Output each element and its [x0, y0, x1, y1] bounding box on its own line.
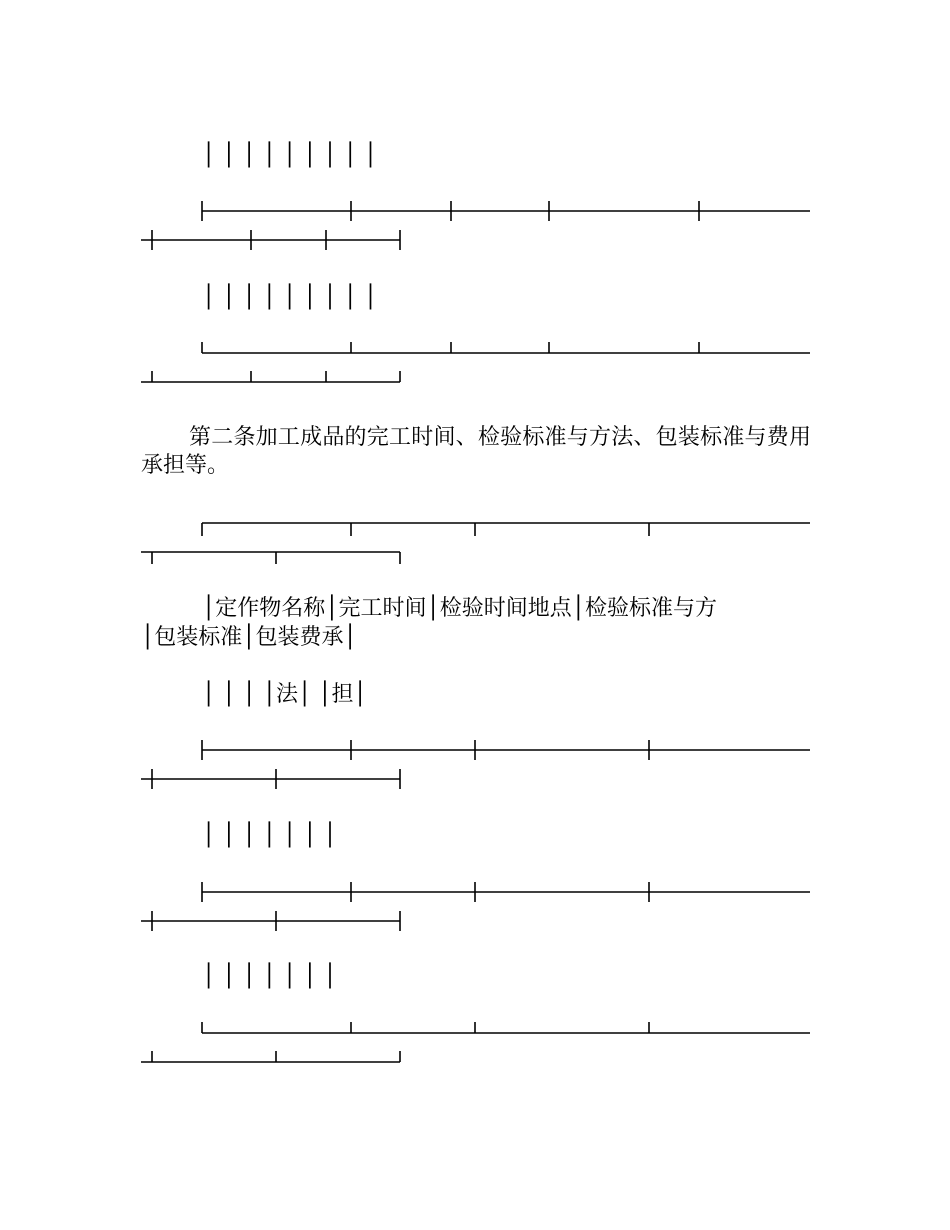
table2-header-line1: │定作物名称│完工时间│检验时间地点│检验标准与方	[202, 596, 717, 621]
table2-header-row2: │ │ │ │法│ │担│	[202, 682, 367, 707]
table1-row1-bars: │ │ │ │ │ │ │ │ │	[202, 143, 378, 168]
table1-row2-bars: │ │ │ │ │ │ │ │ │	[202, 285, 378, 310]
table2-rule-middle-1	[0, 738, 950, 798]
table1-rule-bottom	[0, 340, 950, 400]
table2-rule-bottom	[0, 1020, 950, 1080]
table2-header-line2: │包装标准│包装费承│	[141, 625, 357, 650]
table2-row1-bars: │ │ │ │ │ │ │	[202, 823, 337, 848]
table1-rule-middle-1	[0, 200, 950, 260]
table2-rule-middle-2	[0, 880, 950, 940]
article-2-paragraph: 第二条加工成品的完工时间、检验标准与方法、包装标准与费用承担等。	[141, 425, 811, 478]
table2-rule-top	[0, 512, 950, 572]
table2-row2-bars: │ │ │ │ │ │ │	[202, 964, 337, 989]
